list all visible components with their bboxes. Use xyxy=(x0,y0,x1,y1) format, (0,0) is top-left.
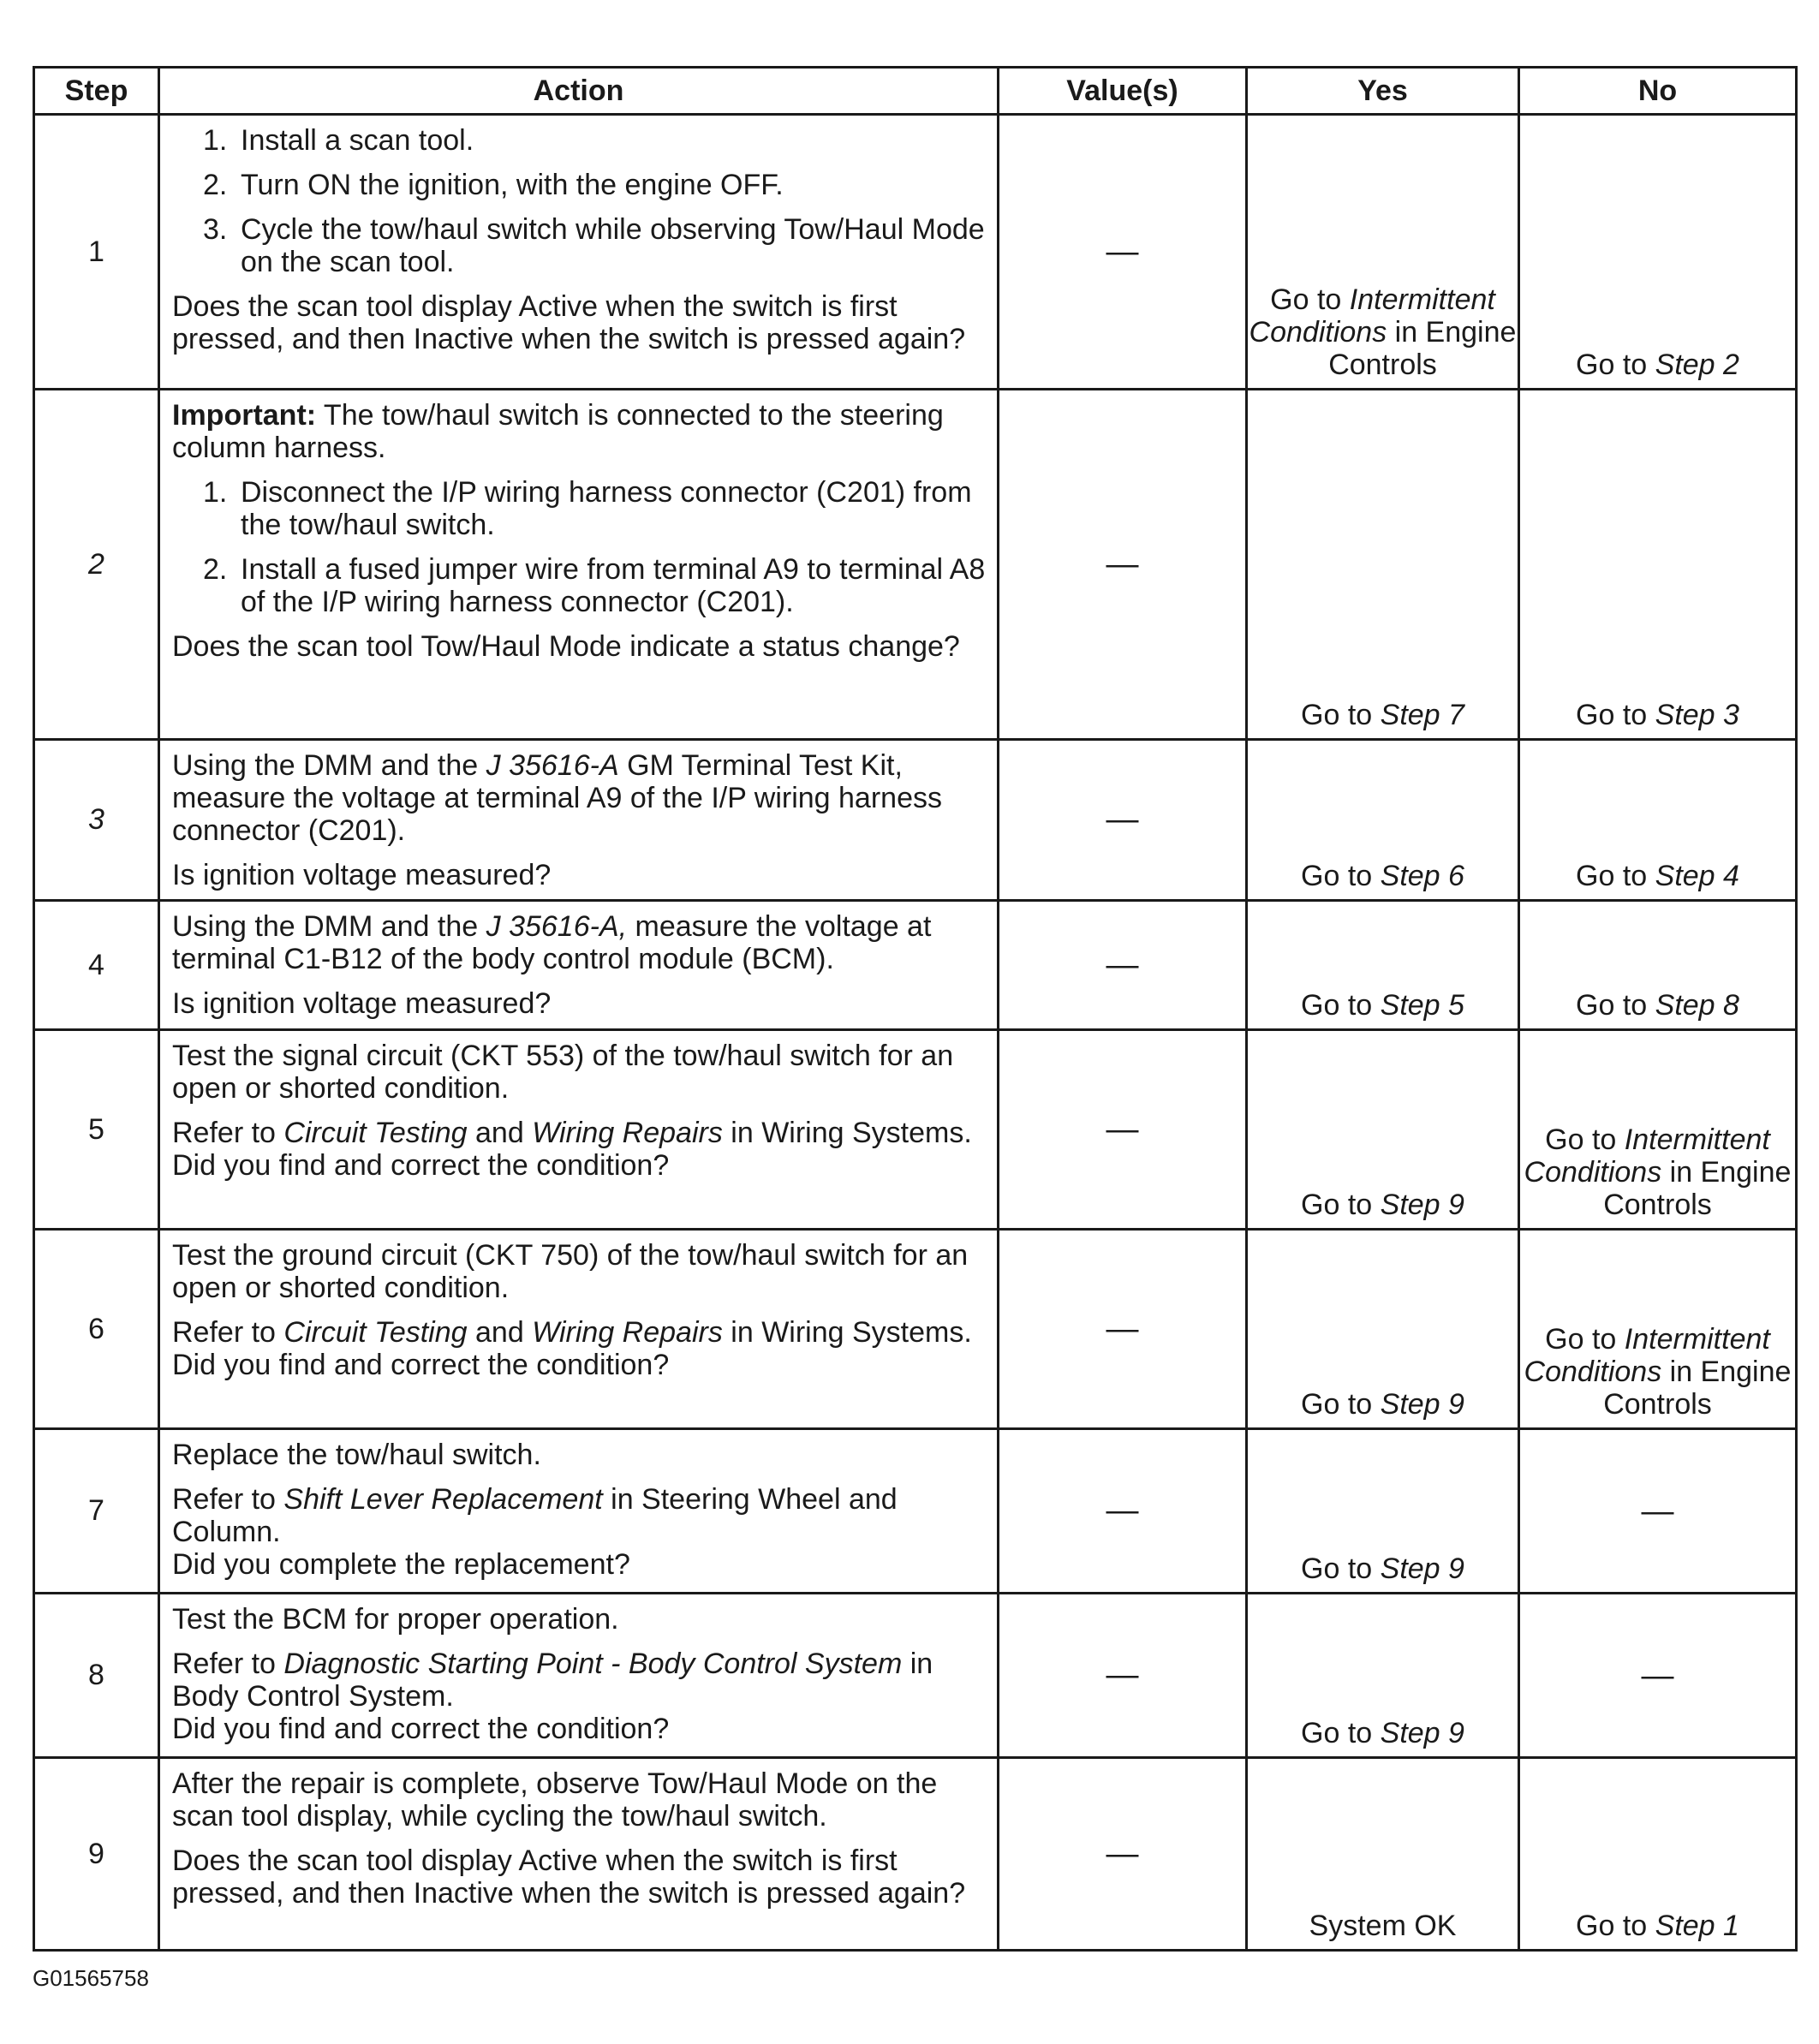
action-text: Using the DMM and the J 35616-A GM Terminal Test Kit, measure the voltage at terminal A9 of the I/P wiring harness connector (C201). xyxy=(172,749,942,847)
table-row-step-6 xyxy=(34,1230,1797,1429)
yes-cell: Go to Step 9 xyxy=(1247,1030,1519,1230)
header-no: No xyxy=(1519,68,1797,115)
step-number: 2 xyxy=(34,390,159,740)
yes-cell: Go to Step 9 xyxy=(1247,1429,1519,1594)
step-number: 9 xyxy=(34,1758,159,1951)
action-cell xyxy=(159,740,999,901)
no-cell: Go to Step 1 xyxy=(1519,1758,1797,1951)
action-question: Is ignition voltage measured? xyxy=(172,987,552,1020)
value-cell: — xyxy=(999,1230,1247,1429)
no-cell: Go to Step 4 xyxy=(1519,740,1797,901)
step-number: 8 xyxy=(34,1594,159,1758)
action-cell xyxy=(159,115,999,390)
action-cell xyxy=(159,901,999,1030)
no-cell: Go to Step 8 xyxy=(1519,901,1797,1030)
reference-text: Refer to Shift Lever Replacement in Steering Wheel and Column. xyxy=(172,1483,898,1548)
step-number: 1 xyxy=(34,115,159,390)
action-cell xyxy=(159,1429,999,1594)
step-number: 3 xyxy=(34,740,159,901)
action-text: Using the DMM and the J 35616-A, measure the voltage at terminal C1-B12 of the body control module (BCM). xyxy=(172,910,932,975)
important-note: Important: The tow/haul switch is connected to the steering column harness. xyxy=(172,399,944,464)
action-cell xyxy=(159,390,999,740)
header-yes: Yes xyxy=(1247,68,1519,115)
table-row-step-4 xyxy=(34,901,1797,1030)
action-question: Did you complete the replacement? xyxy=(172,1548,630,1581)
no-cell: Go to Step 2 xyxy=(1519,115,1797,390)
list-item: 2. Install a fused jumper wire from terminal A9 to terminal A8 of the I/P wiring harness connector (C201). xyxy=(203,553,986,618)
yes-cell: Go to Step 9 xyxy=(1247,1594,1519,1758)
table-row-step-2 xyxy=(34,390,1797,740)
header-values: Value(s) xyxy=(999,68,1247,115)
action-cell xyxy=(159,1030,999,1230)
table-row-step-8 xyxy=(34,1594,1797,1758)
action-cell xyxy=(159,1758,999,1951)
value-cell: — xyxy=(999,115,1247,390)
action-question: Did you find and correct the condition? xyxy=(172,1713,670,1745)
table-row-step-3 xyxy=(34,740,1797,901)
reference-text: Refer to Diagnostic Starting Point - Body Control System in Body Control System. xyxy=(172,1648,933,1713)
reference-text: Refer to Circuit Testing and Wiring Repairs in Wiring Systems. xyxy=(172,1117,972,1149)
action-question: Did you find and correct the condition? xyxy=(172,1149,670,1182)
header-step: Step xyxy=(34,68,159,115)
step-number: 4 xyxy=(34,901,159,1030)
figure-code: G01565758 xyxy=(33,1965,149,1991)
yes-cell: Go to Step 6 xyxy=(1247,740,1519,901)
action-question: Does the scan tool display Active when the switch is first pressed, and then Inactive when the switch is pressed again? xyxy=(172,290,966,355)
yes-cell: Go to Step 9 xyxy=(1247,1230,1519,1429)
no-cell: — xyxy=(1519,1429,1797,1594)
no-cell: Go to Intermittent Conditions in Engine Controls xyxy=(1519,1230,1797,1429)
action-question: Did you find and correct the condition? xyxy=(172,1349,670,1381)
step-number: 6 xyxy=(34,1230,159,1429)
table-row-step-5 xyxy=(34,1030,1797,1230)
list-item: 1. Disconnect the I/P wiring harness connector (C201) from the tow/haul switch. xyxy=(203,476,972,541)
reference-text: Refer to Circuit Testing and Wiring Repairs in Wiring Systems. xyxy=(172,1316,972,1349)
value-cell: — xyxy=(999,1030,1247,1230)
header-row xyxy=(34,68,1797,115)
yes-cell: System OK xyxy=(1247,1758,1519,1951)
action-cell xyxy=(159,1230,999,1429)
header-action: Action xyxy=(159,68,999,115)
yes-cell: Go to Intermittent Conditions in Engine Controls xyxy=(1247,115,1519,390)
action-question: Does the scan tool Tow/Haul Mode indicate a status change? xyxy=(172,630,960,663)
value-cell: — xyxy=(999,1758,1247,1951)
step-number: 5 xyxy=(34,1030,159,1230)
action-question: Is ignition voltage measured? xyxy=(172,859,552,891)
value-cell: — xyxy=(999,740,1247,901)
action-question: Does the scan tool display Active when the switch is first pressed, and then Inactive when the switch is pressed again? xyxy=(172,1844,966,1910)
list-item: 3. Cycle the tow/haul switch while observing Tow/Haul Mode on the scan tool. xyxy=(203,213,985,278)
step-number: 7 xyxy=(34,1429,159,1594)
action-cell xyxy=(159,1594,999,1758)
value-cell: — xyxy=(999,1429,1247,1594)
value-cell: — xyxy=(999,901,1247,1030)
table-row-step-1 xyxy=(34,115,1797,390)
list-item: 2. Turn ON the ignition, with the engine OFF. xyxy=(203,169,784,201)
action-text: Test the ground circuit (CKT 750) of the tow/haul switch for an open or shorted condition. xyxy=(172,1239,969,1304)
action-text: Test the signal circuit (CKT 553) of the tow/haul switch for an open or shorted condition. xyxy=(172,1040,954,1105)
list-item: 1. Install a scan tool. xyxy=(203,124,474,157)
yes-cell: Go to Step 7 xyxy=(1247,390,1519,740)
action-text: Replace the tow/haul switch. xyxy=(172,1439,541,1471)
value-cell: — xyxy=(999,1594,1247,1758)
no-cell: Go to Intermittent Conditions in Engine Controls xyxy=(1519,1030,1797,1230)
no-cell: — xyxy=(1519,1594,1797,1758)
diagnostic-table xyxy=(33,66,1798,1952)
yes-cell: Go to Step 5 xyxy=(1247,901,1519,1030)
table-row-step-9 xyxy=(34,1758,1797,1951)
action-text: Test the BCM for proper operation. xyxy=(172,1603,619,1636)
action-text: After the repair is complete, observe Tow/Haul Mode on the scan tool display, while cycling the tow/haul switch. xyxy=(172,1767,938,1832)
no-cell: Go to Step 3 xyxy=(1519,390,1797,740)
value-cell: — xyxy=(999,390,1247,740)
table-row-step-7 xyxy=(34,1429,1797,1594)
